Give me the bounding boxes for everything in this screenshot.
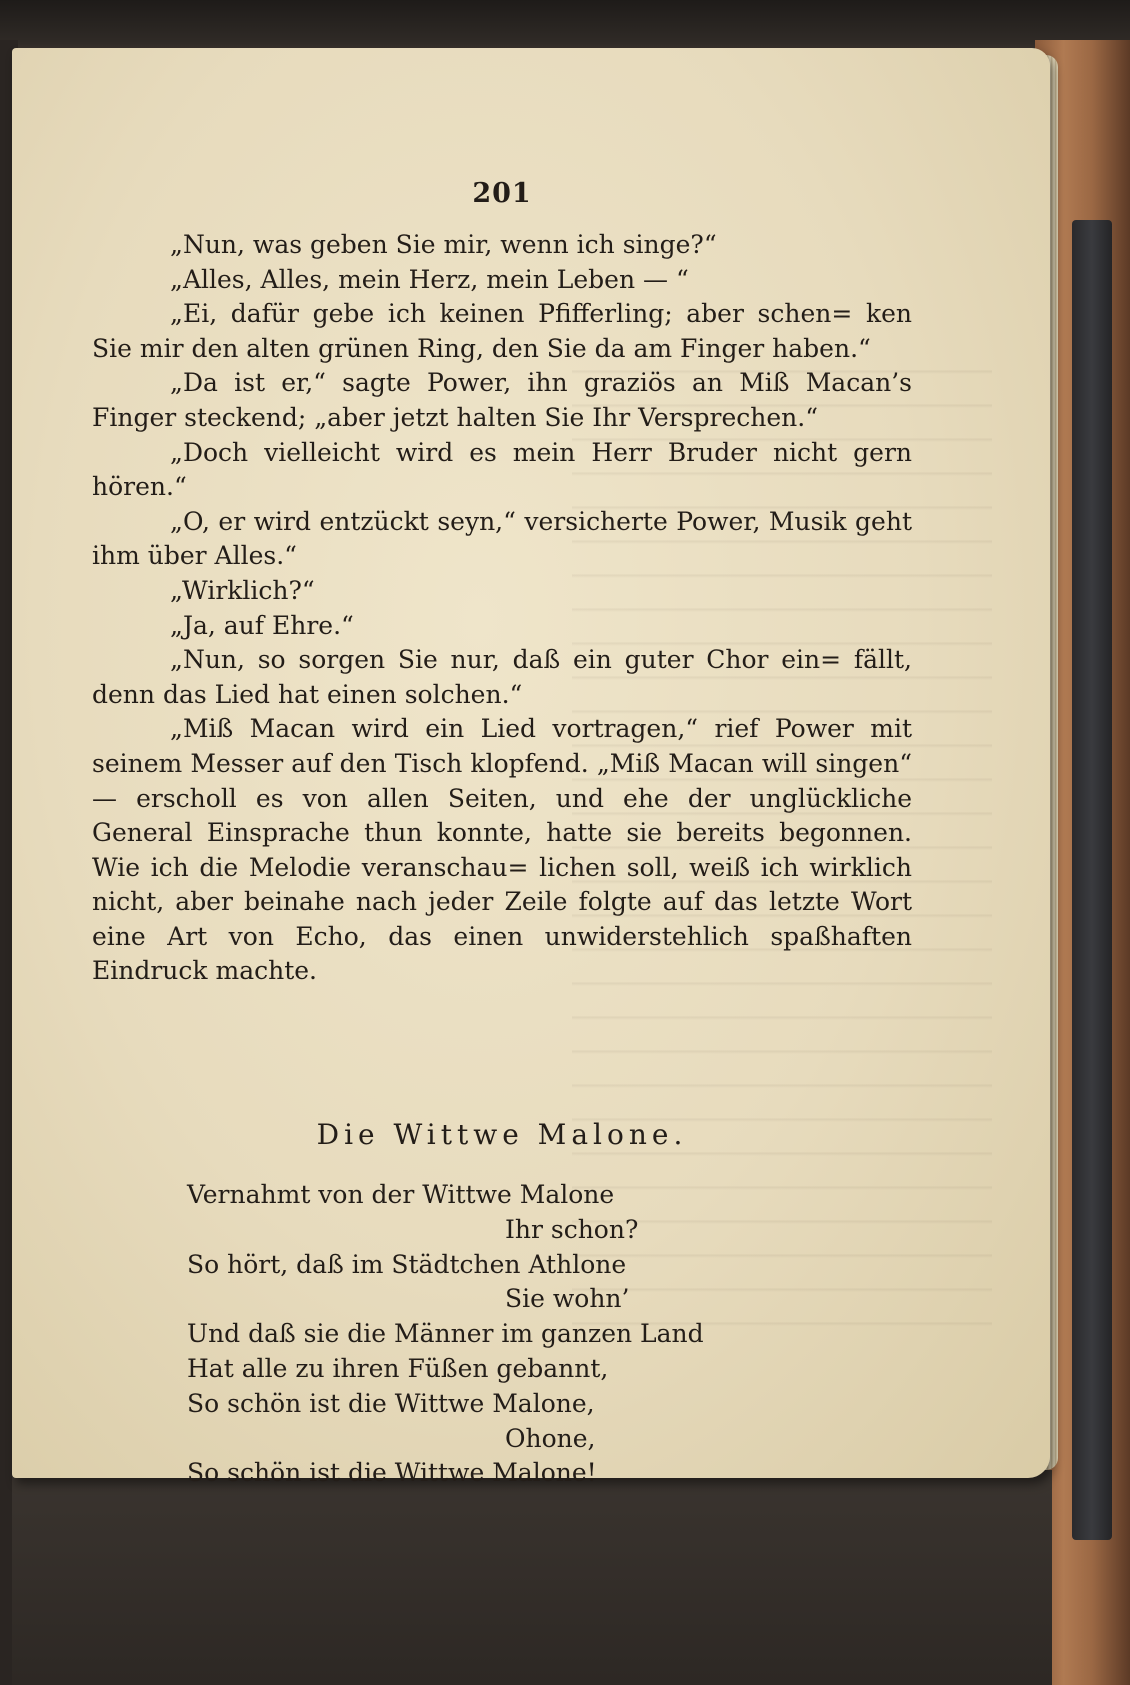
poem-line: Und daß sie die Männer im ganzen Land xyxy=(187,1319,704,1349)
paragraph: „Alles, Alles, mein Herz, mein Leben — “ xyxy=(170,264,689,294)
poem-title: Die Wittwe Malone. xyxy=(316,1118,688,1151)
paragraph: „O, er wird entzückt seyn,“ versicherte Power, Musik geht ihm über Alles.“ xyxy=(92,506,912,571)
poem-line: Ihr schon? xyxy=(505,1214,639,1244)
poem-line: Ohone, xyxy=(505,1423,596,1453)
poem-line: So hört, daß im Städtchen Athlone xyxy=(187,1249,627,1279)
poem-line: So schön ist die Wittwe Malone! xyxy=(187,1458,597,1488)
poem-body xyxy=(187,1178,887,1491)
paragraph: „Nun, so sorgen Sie nur, daß ein guter Chor ein= fällt, denn das Lied hat einen solchen.“ xyxy=(92,645,912,709)
paragraph: „Doch vielleicht wird es mein Herr Bruder nicht gern hören.“ xyxy=(92,437,912,502)
paragraph: „Miß Macan wird ein Lied vortragen,“ rief Power mit seinem Messer auf den Tisch klopfend. „Miß Macan will singen“ — erscholl es von allen Seiten, und ehe der unglückliche General Einsprache thun konnte, hatte sie bereits begonnen. Wie ich die Melodie veranschau= lichen soll, weiß ich wirklich nicht, aber beinahe nach jeder Zeile folgte auf das letzte Wort eine Art von Echo, das einen unwiderstehlich spaßhaften Eindruck machte. xyxy=(92,714,912,986)
paragraph: „Da ist er,“ sagte Power, ihn graziös an Miß Macan’s Finger steckend; „aber jetzt halten Sie Ihr Versprechen.“ xyxy=(92,368,912,432)
poem-line: So schön ist die Wittwe Malone, xyxy=(187,1388,595,1418)
paragraph: „Nun, was geben Sie mir, wenn ich singe?“ xyxy=(170,230,717,259)
poem-line: Hat alle zu ihren Füßen gebannt, xyxy=(187,1353,609,1383)
book-page xyxy=(12,48,1050,1488)
paragraph: „Wirklich?“ xyxy=(170,575,315,605)
book-cover-bottom xyxy=(12,1470,1052,1685)
paragraph: „Ja, auf Ehre.“ xyxy=(170,610,354,640)
page-number: 201 xyxy=(472,178,532,209)
book-spine-strip xyxy=(1072,220,1112,1540)
prose-body xyxy=(92,228,912,989)
paragraph: „Ei, dafür gebe ich keinen Pfifferling; aber schen= ken Sie mir den alten grünen Ring, den Sie da am Finger haben.“ xyxy=(92,299,912,363)
poem-line: Sie wohn’ xyxy=(505,1284,630,1314)
poem-line: Vernahmt von der Wittwe Malone xyxy=(187,1180,615,1209)
